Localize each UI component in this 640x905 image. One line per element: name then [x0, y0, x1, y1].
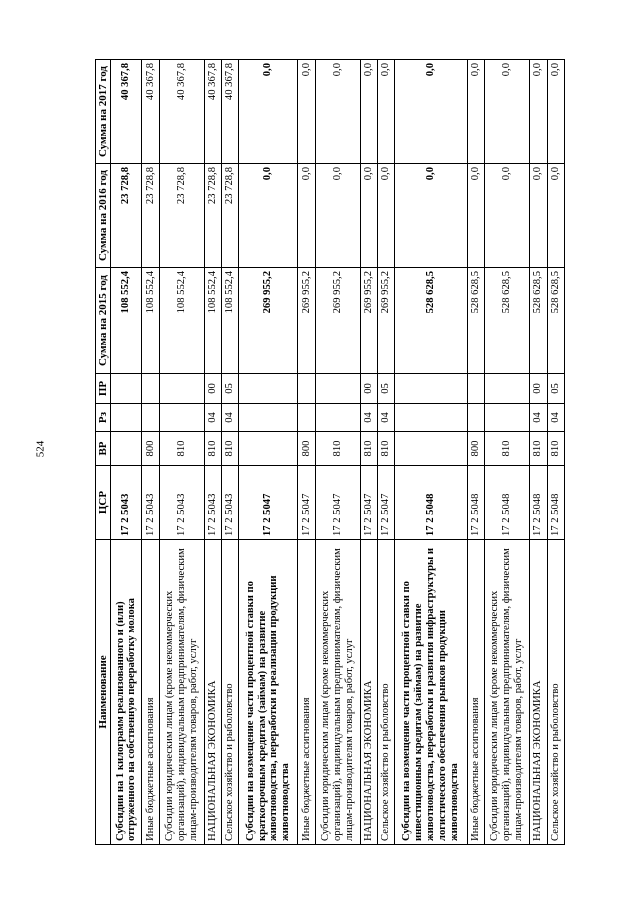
table-cell-sum-2016: 0,0 — [298, 164, 315, 268]
table-cell-rz — [395, 404, 468, 432]
table-cell-csr: 17 2 5043 — [204, 466, 221, 540]
table-cell-rz: 04 — [204, 404, 221, 432]
table-cell-vr: 810 — [159, 432, 204, 466]
table-cell-csr: 17 2 5047 — [360, 466, 377, 540]
table-cell-sum-2015: 528 628,5 — [467, 268, 484, 374]
table-cell-csr: 17 2 5048 — [467, 466, 484, 540]
table-cell-name: Субсидии юридическим лицам (кроме некоммерческих организаций), индивидуальным предпринимателям, физическим лицам-производителям товаров, работ, услуг — [315, 540, 360, 845]
table-row — [142, 60, 159, 845]
table-row — [360, 60, 377, 845]
table-cell-name: Субсидии юридическим лицам (кроме некоммерческих организаций), индивидуальным предпринимателям, физическим лицам-производителям товаров, работ, услуг — [159, 540, 204, 845]
table-cell-sum-2015: 269 955,2 — [377, 268, 394, 374]
table-cell-vr — [111, 432, 142, 466]
table-cell-sum-2015: 528 628,5 — [395, 268, 468, 374]
table-cell-rz: 04 — [547, 404, 564, 432]
table-cell-sum-2015: 108 552,4 — [111, 268, 142, 374]
table-cell-rz — [467, 404, 484, 432]
table-cell-rz: 04 — [360, 404, 377, 432]
table-row — [315, 60, 360, 845]
table-cell-rz: 04 — [377, 404, 394, 432]
table-cell-pr — [485, 374, 530, 404]
table-cell-vr: 810 — [360, 432, 377, 466]
header-pr: ПР — [96, 374, 111, 404]
table-cell-sum-2017: 0,0 — [315, 60, 360, 164]
table-cell-sum-2016: 0,0 — [467, 164, 484, 268]
table-cell-name: Сельское хозяйство и рыболовство — [377, 540, 394, 845]
table-body — [111, 60, 565, 845]
table-cell-sum-2017: 40 367,8 — [159, 60, 204, 164]
table-cell-rz — [485, 404, 530, 432]
table-cell-rz: 04 — [530, 404, 547, 432]
rotated-table-container — [95, 60, 565, 845]
table-cell-sum-2017: 0,0 — [530, 60, 547, 164]
table-cell-name: Сельское хозяйство и рыболовство — [222, 540, 239, 845]
table-cell-vr: 810 — [547, 432, 564, 466]
table-cell-pr: 00 — [360, 374, 377, 404]
header-sum-2017: Сумма на 2017 год — [96, 60, 111, 164]
table-cell-vr: 810 — [315, 432, 360, 466]
table-cell-sum-2017: 0,0 — [395, 60, 468, 164]
table-cell-sum-2016: 23 728,8 — [204, 164, 221, 268]
table-cell-pr — [395, 374, 468, 404]
table-cell-sum-2017: 0,0 — [467, 60, 484, 164]
table-cell-sum-2017: 40 367,8 — [204, 60, 221, 164]
table-cell-sum-2016: 0,0 — [239, 164, 298, 268]
table-row — [222, 60, 239, 845]
table-cell-sum-2016: 0,0 — [485, 164, 530, 268]
table-cell-sum-2015: 269 955,2 — [298, 268, 315, 374]
table-cell-csr: 17 2 5047 — [239, 466, 298, 540]
table-cell-sum-2016: 23 728,8 — [159, 164, 204, 268]
table-cell-sum-2016: 0,0 — [530, 164, 547, 268]
table-cell-pr: 05 — [222, 374, 239, 404]
table-cell-name: Субсидии на возмещение части процентной ставки по инвестиционным кредитам (займам) на развитие животноводства, переработки и развития инфраструктуры и логистического обеспечения рынков продукции животноводства — [395, 540, 468, 845]
table-cell-pr — [467, 374, 484, 404]
header-name: Наименование — [96, 540, 111, 845]
table-cell-pr — [142, 374, 159, 404]
table-cell-sum-2017: 0,0 — [298, 60, 315, 164]
table-cell-sum-2016: 0,0 — [377, 164, 394, 268]
table-cell-sum-2017: 40 367,8 — [142, 60, 159, 164]
table-cell-rz — [159, 404, 204, 432]
table-cell-sum-2016: 0,0 — [547, 164, 564, 268]
table-cell-csr: 17 2 5047 — [315, 466, 360, 540]
table-cell-sum-2015: 108 552,4 — [222, 268, 239, 374]
table-cell-name: Субсидии юридическим лицам (кроме некоммерческих организаций), индивидуальным предпринимателям, физическим лицам-производителям товаров, работ, услуг — [485, 540, 530, 845]
table-cell-csr: 17 2 5043 — [142, 466, 159, 540]
table-cell-sum-2016: 0,0 — [395, 164, 468, 268]
page-number: 524 — [34, 440, 47, 458]
table-cell-sum-2015: 269 955,2 — [239, 268, 298, 374]
table-cell-sum-2017: 0,0 — [547, 60, 564, 164]
table-cell-pr: 05 — [377, 374, 394, 404]
table-cell-name: Субсидии на 1 килограмм реализованного и (или) отгруженного на собственную переработку молока — [111, 540, 142, 845]
table-row — [239, 60, 298, 845]
table-cell-vr: 810 — [530, 432, 547, 466]
table-cell-pr — [159, 374, 204, 404]
header-row — [96, 60, 111, 845]
table-cell-name: НАЦИОНАЛЬНАЯ ЭКОНОМИКА — [204, 540, 221, 845]
table-cell-sum-2017: 0,0 — [360, 60, 377, 164]
table-cell-rz — [111, 404, 142, 432]
table-cell-sum-2015: 528 628,5 — [485, 268, 530, 374]
table-cell-name: НАЦИОНАЛЬНАЯ ЭКОНОМИКА — [360, 540, 377, 845]
table-cell-sum-2015: 269 955,2 — [360, 268, 377, 374]
table-cell-sum-2015: 108 552,4 — [204, 268, 221, 374]
table-row — [530, 60, 547, 845]
table-cell-sum-2015: 108 552,4 — [142, 268, 159, 374]
table-cell-name: НАЦИОНАЛЬНАЯ ЭКОНОМИКА — [530, 540, 547, 845]
table-cell-vr: 800 — [467, 432, 484, 466]
table-row — [395, 60, 468, 845]
table-cell-sum-2017: 0,0 — [377, 60, 394, 164]
table-cell-vr: 810 — [222, 432, 239, 466]
table-cell-csr: 17 2 5048 — [547, 466, 564, 540]
table-row — [547, 60, 564, 845]
table-row — [298, 60, 315, 845]
table-cell-csr: 17 2 5047 — [298, 466, 315, 540]
table-cell-sum-2016: 23 728,8 — [222, 164, 239, 268]
header-sum-2016: Сумма на 2016 год — [96, 164, 111, 268]
table-cell-vr: 810 — [377, 432, 394, 466]
table-cell-sum-2015: 269 955,2 — [315, 268, 360, 374]
table-cell-pr — [239, 374, 298, 404]
table-cell-name: Сельское хозяйство и рыболовство — [547, 540, 564, 845]
table-cell-csr: 17 2 5048 — [530, 466, 547, 540]
table-cell-name: Субсидии на возмещение части процентной ставки по краткосрочным кредитам (займам) на развитие животноводства, переработки и реализации продукции животноводства — [239, 540, 298, 845]
table-cell-vr — [239, 432, 298, 466]
table-cell-sum-2016: 23 728,8 — [142, 164, 159, 268]
table-cell-vr: 800 — [298, 432, 315, 466]
table-cell-sum-2016: 0,0 — [360, 164, 377, 268]
header-vr: ВР — [96, 432, 111, 466]
table-cell-pr: 00 — [204, 374, 221, 404]
table-cell-pr — [111, 374, 142, 404]
table-row — [159, 60, 204, 845]
table-cell-csr: 17 2 5043 — [159, 466, 204, 540]
table-cell-vr: 810 — [485, 432, 530, 466]
table-cell-sum-2017: 40 367,8 — [222, 60, 239, 164]
header-csr: ЦСР — [96, 466, 111, 540]
table-row — [111, 60, 142, 845]
table-cell-vr — [395, 432, 468, 466]
table-cell-pr: 05 — [547, 374, 564, 404]
table-cell-sum-2017: 40 367,8 — [111, 60, 142, 164]
table-cell-sum-2015: 528 628,5 — [530, 268, 547, 374]
table-row — [204, 60, 221, 845]
table-cell-pr — [298, 374, 315, 404]
table-cell-name: Иные бюджетные ассигнования — [142, 540, 159, 845]
budget-table — [95, 59, 565, 845]
table-cell-name: Иные бюджетные ассигнования — [467, 540, 484, 845]
header-sum-2015: Сумма на 2015 год — [96, 268, 111, 374]
table-cell-sum-2015: 528 628,5 — [547, 268, 564, 374]
table-cell-sum-2016: 0,0 — [315, 164, 360, 268]
table-cell-pr: 00 — [530, 374, 547, 404]
table-cell-sum-2016: 23 728,8 — [111, 164, 142, 268]
table-cell-sum-2017: 0,0 — [239, 60, 298, 164]
table-cell-rz: 04 — [222, 404, 239, 432]
table-cell-vr: 800 — [142, 432, 159, 466]
table-cell-rz — [239, 404, 298, 432]
table-cell-csr: 17 2 5043 — [111, 466, 142, 540]
table-cell-rz — [315, 404, 360, 432]
table-cell-csr: 17 2 5043 — [222, 466, 239, 540]
table-cell-sum-2017: 0,0 — [485, 60, 530, 164]
table-cell-pr — [315, 374, 360, 404]
table-cell-vr: 810 — [204, 432, 221, 466]
table-cell-csr: 17 2 5048 — [395, 466, 468, 540]
header-rz: Рз — [96, 404, 111, 432]
table-row — [467, 60, 484, 845]
table-cell-name: Иные бюджетные ассигнования — [298, 540, 315, 845]
table-cell-rz — [142, 404, 159, 432]
table-cell-rz — [298, 404, 315, 432]
table-row — [485, 60, 530, 845]
table-cell-csr: 17 2 5048 — [485, 466, 530, 540]
table-cell-sum-2015: 108 552,4 — [159, 268, 204, 374]
table-row — [377, 60, 394, 845]
table-cell-csr: 17 2 5047 — [377, 466, 394, 540]
